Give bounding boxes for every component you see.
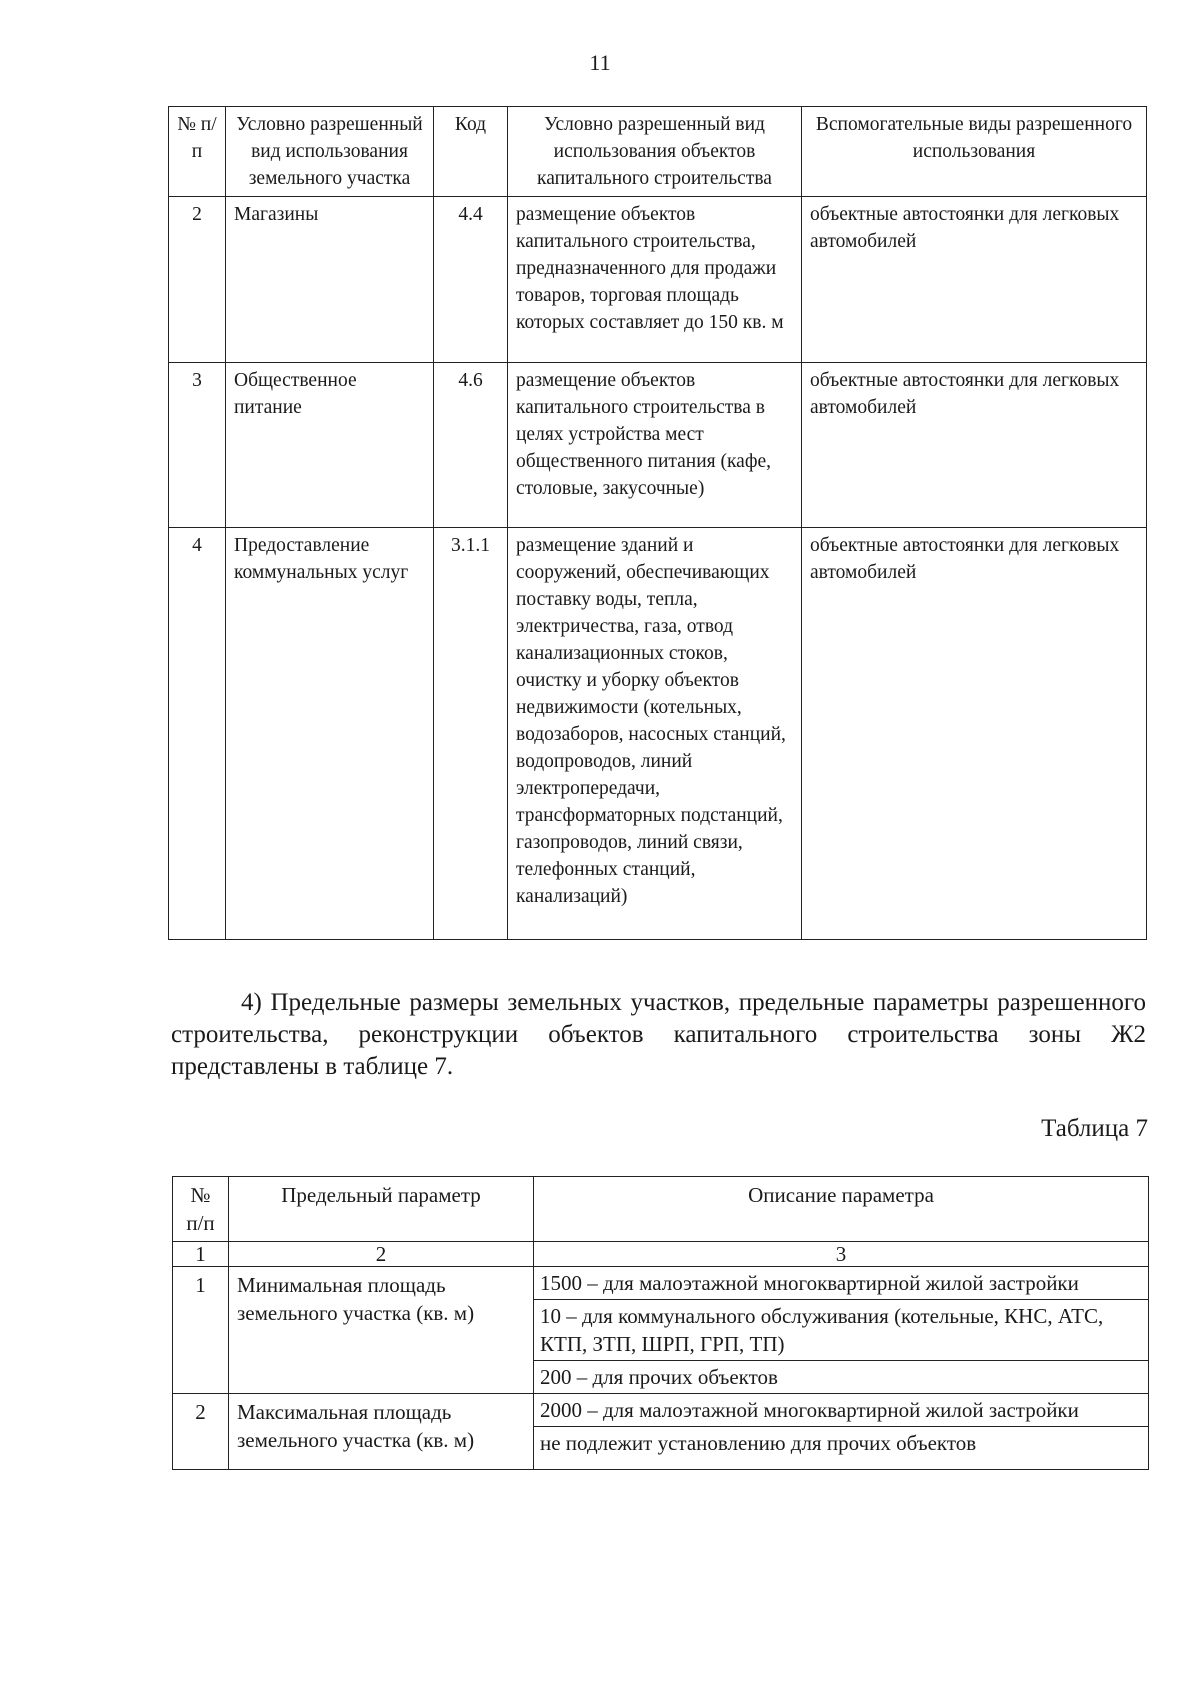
header-num: № п/п [169, 107, 226, 197]
row-capital-use: размещение объектов капитального строительства в целях устройства мест общественного питания (кафе, столовые, закусочные) [508, 363, 802, 528]
row-aux-use: объектные автостоянки для легковых автомобилей [802, 197, 1147, 363]
table-row [169, 197, 1147, 363]
limits-paragraph: 4) Предельные размеры земельных участков, предельные параметры разрешенного строительства, реконструкции объектов капитального строительства зоны Ж2 представлены в таблице 7. [171, 989, 1146, 1080]
row-land-use: Магазины [226, 197, 434, 363]
row-parameter: Минимальная площадь земельного участка (кв. м) [229, 1267, 534, 1394]
page-number: 11 [589, 50, 611, 75]
row-code: 4.4 [434, 197, 508, 363]
header-parameter: Предельный параметр [229, 1177, 534, 1242]
row-num: 2 [173, 1394, 229, 1470]
header-land-use: Условно разрешенный вид использования земельного участка [226, 107, 434, 197]
table-row [173, 1267, 1149, 1300]
table-header-row [169, 107, 1147, 197]
row-parameter: Максимальная площадь земельного участка (кв. м) [229, 1394, 534, 1470]
table-index-row [173, 1242, 1149, 1267]
row-num: 2 [169, 197, 226, 363]
table-header-row [173, 1177, 1149, 1242]
row-num: 4 [169, 528, 226, 940]
row-aux-use: объектные автостоянки для легковых автомобилей [802, 528, 1147, 940]
row-description: не подлежит установлению для прочих объектов [534, 1427, 1149, 1470]
header-description: Описание параметра [534, 1177, 1149, 1242]
permitted-use-table [168, 106, 1147, 940]
row-capital-use: размещение объектов капитального строительства, предназначенного для продажи товаров, торговая площадь которых составляет до 150 кв. м [508, 197, 802, 363]
header-aux-use: Вспомогательные виды разрешенного использования [802, 107, 1147, 197]
table-row [169, 528, 1147, 940]
index-cell: 1 [173, 1242, 229, 1267]
index-cell: 2 [229, 1242, 534, 1267]
row-description: 10 – для коммунального обслуживания (котельные, КНС, АТС, КТП, ЗТП, ШРП, ГРП, ТП) [534, 1300, 1149, 1361]
table-caption: Таблица 7 [1041, 1115, 1148, 1142]
row-capital-use: размещение зданий и сооружений, обеспечивающих поставку воды, тепла, электричества, газа, отвод канализационных стоков, очистку и уборку объектов недвижимости (котельных, водозаборов, насосных станций, водопроводов, линий электропередачи, трансформаторных подстанций, газопроводов, линий связи, телефонных станций, канализаций) [508, 528, 802, 940]
row-num: 3 [169, 363, 226, 528]
row-code: 3.1.1 [434, 528, 508, 940]
row-description: 1500 – для малоэтажной многоквартирной жилой застройки [534, 1267, 1149, 1300]
table-row [169, 363, 1147, 528]
row-land-use: Общественное питание [226, 363, 434, 528]
table-row [173, 1394, 1149, 1427]
index-cell: 3 [534, 1242, 1149, 1267]
row-description: 2000 – для малоэтажной многоквартирной жилой застройки [534, 1394, 1149, 1427]
row-aux-use: объектные автостоянки для легковых автомобилей [802, 363, 1147, 528]
header-num: № п/п [173, 1177, 229, 1242]
row-code: 4.6 [434, 363, 508, 528]
row-description: 200 – для прочих объектов [534, 1361, 1149, 1394]
limit-parameters-table [172, 1176, 1149, 1470]
header-code: Код [434, 107, 508, 197]
header-capital-use: Условно разрешенный вид использования объектов капитального строительства [508, 107, 802, 197]
row-num: 1 [173, 1267, 229, 1394]
row-land-use: Предоставление коммунальных услуг [226, 528, 434, 940]
